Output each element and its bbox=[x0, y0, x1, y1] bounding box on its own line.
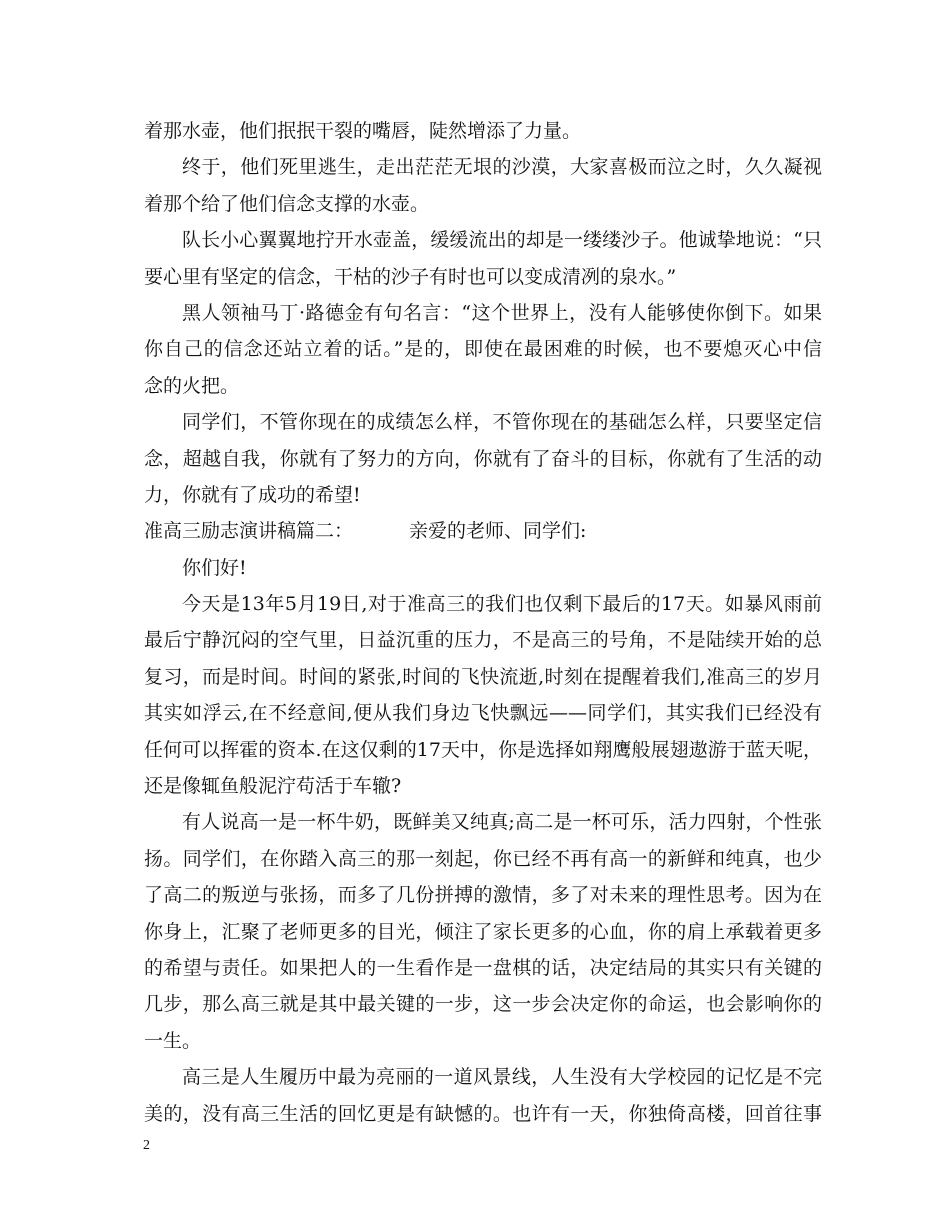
text-line: 你们好! bbox=[182, 556, 247, 579]
text-line: 今天是13年5月19日,对于准高三的我们也仅剩下最后的17天。如暴风雨前 bbox=[182, 593, 822, 616]
text-line: 的希望与责任。如果把人的一生看作是一盘棋的话，决定结局的其实只有关键的 bbox=[144, 956, 822, 979]
section-heading: 准高三励志演讲稿篇二： bbox=[144, 520, 354, 543]
text-line: 扬。同学们，在你踏入高三的那一刻起，你已经不再有高一的新鲜和纯真，也少 bbox=[144, 847, 822, 870]
text-line: 终于，他们死里逃生，走出茫茫无垠的沙漠，大家喜极而泣之时，久久凝视 bbox=[182, 156, 822, 179]
text-line: 还是像辄鱼般泥泞苟活于车辙? bbox=[144, 775, 402, 798]
text-line: 美的，没有高三生活的回忆更是有缺憾的。也许有一天，你独倚高楼，回首往事 bbox=[144, 1102, 822, 1125]
text-line: 最后宁静沉闷的空气里，日益沉重的压力，不是高三的号角，不是陆续开始的总 bbox=[144, 629, 822, 652]
text-line: 任何可以挥霍的资本.在这仅剩的17天中，你是选择如翔鹰般展翅遨游于蓝天呢， bbox=[144, 738, 822, 761]
text-line: 队长小心翼翼地拧开水壶盖，缓缓流出的却是一缕缕沙子。他诚挚地说：“只 bbox=[182, 229, 822, 252]
text-line: 几步，那么高三就是其中最关键的一步，这一步会决定你的命运，也会影响你的 bbox=[144, 993, 822, 1016]
text-line: 要心里有坚定的信念，干枯的沙子有时也可以变成清冽的泉水。” bbox=[144, 265, 677, 288]
page-number: 2 bbox=[143, 1138, 150, 1153]
text-line: 念的火把。 bbox=[144, 374, 240, 397]
text-line: 黑人领袖马丁·路德金有句名言：“这个世界上，没有人能够使你倒下。如果 bbox=[182, 301, 822, 324]
text-line: 念，超越自我，你就有了努力的方向，你就有了奋斗的目标，你就有了生活的动 bbox=[144, 447, 822, 470]
text-line: 同学们，不管你现在的成绩怎么样，不管你现在的基础怎么样，只要坚定信 bbox=[182, 411, 822, 434]
body-text bbox=[144, 113, 822, 1132]
text-line: 你自己的信念还站立着的话。”是的，即使在最困难的时候，也不要熄灭心中信 bbox=[144, 338, 822, 361]
text-line: 力，你就有了成功的希望! bbox=[144, 483, 361, 506]
text-line: 你身上，汇聚了老师更多的目光，倾注了家长更多的心血，你的肩上承载着更多 bbox=[144, 920, 822, 943]
text-line: 了高二的叛逆与张扬，而多了几份拼搏的激情，多了对未来的理性思考。因为在 bbox=[144, 884, 822, 907]
text-line: 一生。 bbox=[144, 1029, 202, 1052]
text-line: 着那水壶，他们抿抿干裂的嘴唇，陡然增添了力量。 bbox=[144, 120, 582, 142]
text-line: 有人说高一是一杯牛奶，既鲜美又纯真;高二是一杯可乐，活力四射，个性张 bbox=[182, 811, 822, 834]
section-heading-line bbox=[144, 513, 822, 549]
text-line: 着那个给了他们信念支撑的水壶。 bbox=[144, 192, 430, 215]
text-line: 其实如浮云,在不经意间,便从我们身边飞快飘远——同学们，其实我们已经没有 bbox=[144, 702, 822, 725]
text-line: 复习，而是时间。时间的紧张,时间的飞快流逝,时刻在提醒着我们,准高三的岁月 bbox=[144, 665, 822, 688]
salutation: 亲爱的老师、同学们: bbox=[409, 520, 587, 543]
text-line: 高三是人生履历中最为亮丽的一道风景线，人生没有大学校园的记忆是不完 bbox=[182, 1066, 822, 1089]
